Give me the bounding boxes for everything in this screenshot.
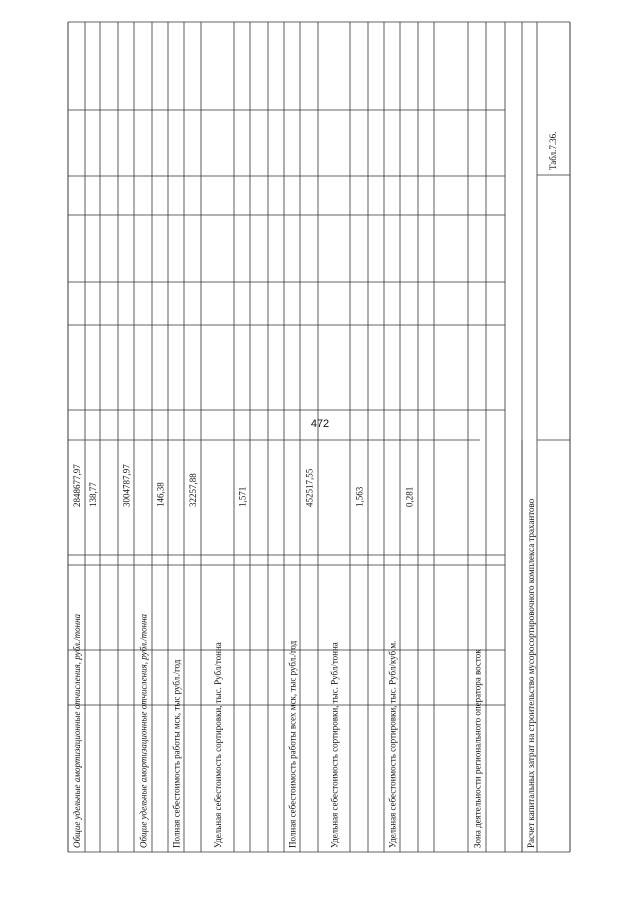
- row-value: 32257,88: [188, 473, 198, 507]
- table-title-row: [526, 132, 558, 848]
- row-value: 146,38: [155, 482, 166, 507]
- row-value: 452517,55: [304, 468, 315, 507]
- table-title: Расчет капитальных затрат на строительство мусоросортировочного комплекса трахантово: [526, 498, 536, 848]
- row-label: Общие удельные амортизационные отчисления, рубл./тонна: [72, 613, 82, 848]
- row-label: Удельная себестоимость сортировки, тыс. Рубл/тонна: [213, 642, 223, 848]
- row-value: 3004787,97: [121, 464, 132, 507]
- page-number: 472: [310, 418, 330, 430]
- row-value: 0,281: [404, 486, 415, 507]
- row-label: Общие удельные амортизационные отчисления, рубл./тонна: [138, 613, 149, 848]
- row-value: 2848677,97: [72, 464, 82, 507]
- row-label: Удельная себестоимость сортировки, тыс. Рубл/куб.м.: [387, 640, 398, 848]
- row-label: Удельная себестоимость сортировки, тыс. Рубл/тонна: [329, 642, 340, 848]
- row-value: 138,77: [88, 482, 98, 507]
- row-value: 1,571: [237, 486, 248, 507]
- row-label: Полная себестоимость работы всех мск, тыс рубл./год: [287, 640, 298, 848]
- row-label: Полная себестоимость работы мск, тыс рубл./год: [171, 659, 182, 848]
- table-cells: [72, 464, 483, 848]
- table-number-label: Табл.7.36.: [548, 131, 558, 170]
- row-label: Зона деятельности регионального оператора восток: [472, 649, 483, 848]
- row-value: 1,563: [354, 486, 365, 507]
